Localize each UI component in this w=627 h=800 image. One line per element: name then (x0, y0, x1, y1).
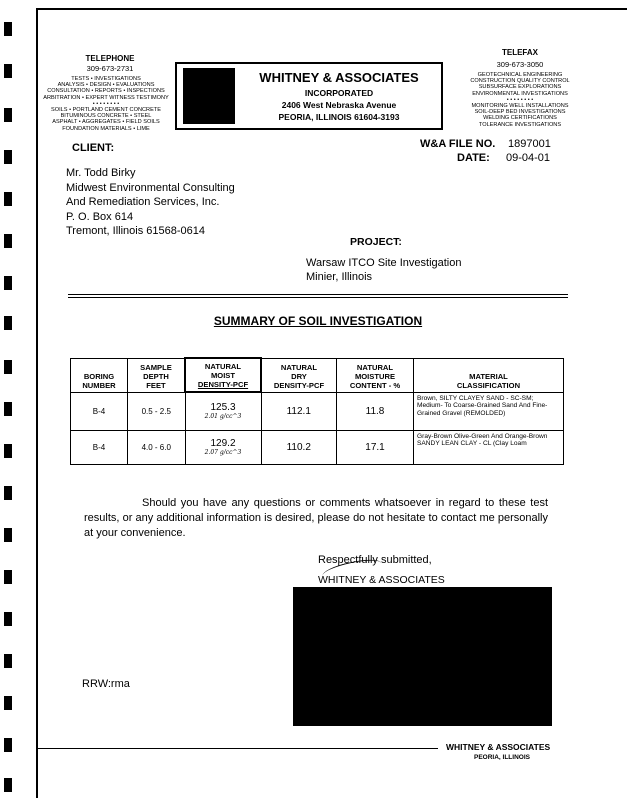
binding-hole (4, 402, 12, 416)
cell-moist-density: 129.2 2.07 g/cc^3 (185, 430, 261, 464)
cell-classification: Brown, SILTY CLAYEY SAND - SC-SM; Medium- To Coarse-Grained Sand And Fine-Grained Gravel (REMOLDED) (414, 392, 564, 430)
binding-hole (4, 528, 12, 542)
binding-hole (4, 150, 12, 164)
cell-boring: B-4 (71, 392, 128, 430)
service-line: TOLERANCE INVESTIGATIONS (478, 121, 562, 128)
header-sample-depth: SAMPLE DEPTH FEET (128, 358, 186, 392)
service-line: GEOTECHNICAL ENGINEERING (477, 72, 563, 78)
signature-redacted (293, 587, 552, 726)
cell-moist-density: 125.3 2.01 g/cc^3 (185, 392, 261, 430)
header-material-classification: MATERIAL CLASSIFICATION (414, 358, 564, 392)
closing-paragraph: Should you have any questions or comments whatsoever in regard to these test results, or any additional information is desired, please do not hesitate to contact me personally at your convenience. (84, 497, 548, 539)
divider-line (68, 297, 568, 298)
company-header-box (175, 62, 443, 130)
footer-city: PEORIA, ILLINOIS (474, 754, 530, 761)
client-label: CLIENT: (72, 142, 115, 154)
company-name: WHITNEY & ASSOCIATES (259, 70, 419, 85)
service-line: SOILS • PORTLAND CEMENT CONCRETE (51, 107, 161, 114)
binding-hole (4, 738, 12, 752)
telefax-number: 309-673-3050 (496, 60, 544, 69)
binding-hole (4, 360, 12, 374)
project-name: Warsaw ITCO Site Investigation (306, 257, 462, 269)
handwritten-note: 2.01 g/cc^3 (204, 413, 242, 421)
soil-summary-table (70, 357, 564, 465)
binding-hole (4, 234, 12, 248)
page-left-edge (36, 8, 38, 798)
complimentary-close: Respectfully submitted, (318, 554, 432, 566)
cell-dry-density: 110.2 (261, 430, 337, 464)
service-line: CONSULTATION • REPORTS • INSPECTIONS (47, 88, 165, 95)
table-header-row (71, 358, 564, 392)
cell-classification: Gray-Brown Olive-Green And Orange-Brown SANDY LEAN CLAY - CL (Clay Loam (414, 430, 564, 464)
table-row (71, 430, 564, 464)
service-line: ANALYSIS • DESIGN • EVALUATIONS (57, 82, 155, 89)
service-line: ARBITRATION • EXPERT WITNESS TESTIMONY (43, 94, 169, 101)
cell-moisture: 11.8 (337, 392, 414, 430)
client-address (66, 166, 235, 239)
service-line: CONSTRUCTION QUALITY CONTROL (470, 78, 570, 85)
company-street: 2406 West Nebraska Avenue (281, 100, 397, 110)
service-line: • • • • • • • • (92, 100, 120, 107)
project-label: PROJECT: (350, 236, 402, 248)
footer-company: WHITNEY & ASSOCIATES (446, 742, 551, 752)
date-value: 09-04-01 (506, 152, 551, 164)
client-line: Tremont, Illinois 61568-0614 (66, 225, 206, 237)
typist-initials: RRW:rma (82, 678, 130, 690)
company-logo-redacted (183, 68, 235, 124)
service-line: ENVIRONMENTAL INVESTIGATIONS (472, 90, 568, 97)
service-line: SOIL-DEEP BED INVESTIGATIONS (474, 109, 566, 116)
cell-dry-density: 112.1 (261, 392, 337, 430)
signature-firm: WHITNEY & ASSOCIATES (318, 574, 445, 586)
file-no-label: W&A FILE NO. (420, 138, 496, 150)
service-line: BITUMINOUS CONCRETE • STEEL (60, 113, 152, 120)
summary-title: SUMMARY OF SOIL INVESTIGATION (213, 314, 423, 328)
date-label: DATE: (457, 152, 490, 164)
company-incorporated: INCORPORATED (304, 88, 374, 98)
footer-rule (38, 748, 438, 749)
binding-hole (4, 570, 12, 584)
client-line: P. O. Box 614 (66, 210, 134, 223)
service-line: FOUNDATION MATERIALS • LIME (62, 125, 150, 132)
client-line: Midwest Environmental Consulting (66, 181, 235, 194)
header-moisture-content: NATURAL MOISTURE CONTENT - % (337, 358, 414, 392)
file-no-value: 1897001 (508, 138, 551, 150)
service-line: TESTS • INVESTIGATIONS (71, 76, 141, 82)
binding-hole (4, 444, 12, 458)
telephone-label: TELEPHONE (85, 54, 135, 63)
company-city: PEORIA, ILLINOIS 61604-3193 (278, 112, 400, 122)
binding-hole (4, 316, 12, 330)
service-line: ASPHALT • AGGREGATES • FIELD SOILS (52, 119, 160, 126)
cell-moisture: 17.1 (337, 430, 414, 464)
telephone-number: 309-673-2731 (86, 64, 134, 73)
binding-hole (4, 108, 12, 122)
service-line: SUBSURFACE EXPLORATIONS (478, 84, 562, 91)
client-line: And Remediation Services, Inc. (66, 196, 220, 208)
binding-hole (4, 696, 12, 710)
binding-hole (4, 276, 12, 290)
header-boring-number: BORING NUMBER (71, 358, 128, 392)
cell-boring: B-4 (71, 430, 128, 464)
service-line: WELDING CERTIFICATIONS (483, 115, 557, 122)
handwritten-note: 2.07 g/cc^3 (204, 449, 242, 456)
header-dry-density: NATURAL DRY DENSITY-PCF (261, 358, 337, 392)
table-row (71, 392, 564, 430)
header-moist-density: NATURAL MOIST DENSITY-PCF (185, 358, 261, 392)
page-top-edge (36, 8, 627, 10)
cell-depth: 0.5 - 2.5 (128, 392, 186, 430)
left-services-list (42, 76, 170, 132)
right-services-list (456, 72, 584, 128)
service-line: MONITORING WELL INSTALLATIONS (471, 103, 569, 110)
binding-hole (4, 778, 12, 792)
binding-hole (4, 612, 12, 626)
binding-hole (4, 486, 12, 500)
client-line: Mr. Todd Birky (66, 167, 136, 179)
telefax-label: TELEFAX (501, 48, 538, 57)
binding-hole (4, 654, 12, 668)
binding-hole (4, 64, 12, 78)
cell-depth: 4.0 - 6.0 (128, 430, 186, 464)
binding-hole (4, 192, 12, 206)
service-line: • • • • • • • • (506, 96, 534, 103)
project-location: Minier, Illinois (306, 271, 373, 283)
divider-line (68, 294, 568, 295)
binding-hole (4, 22, 12, 36)
